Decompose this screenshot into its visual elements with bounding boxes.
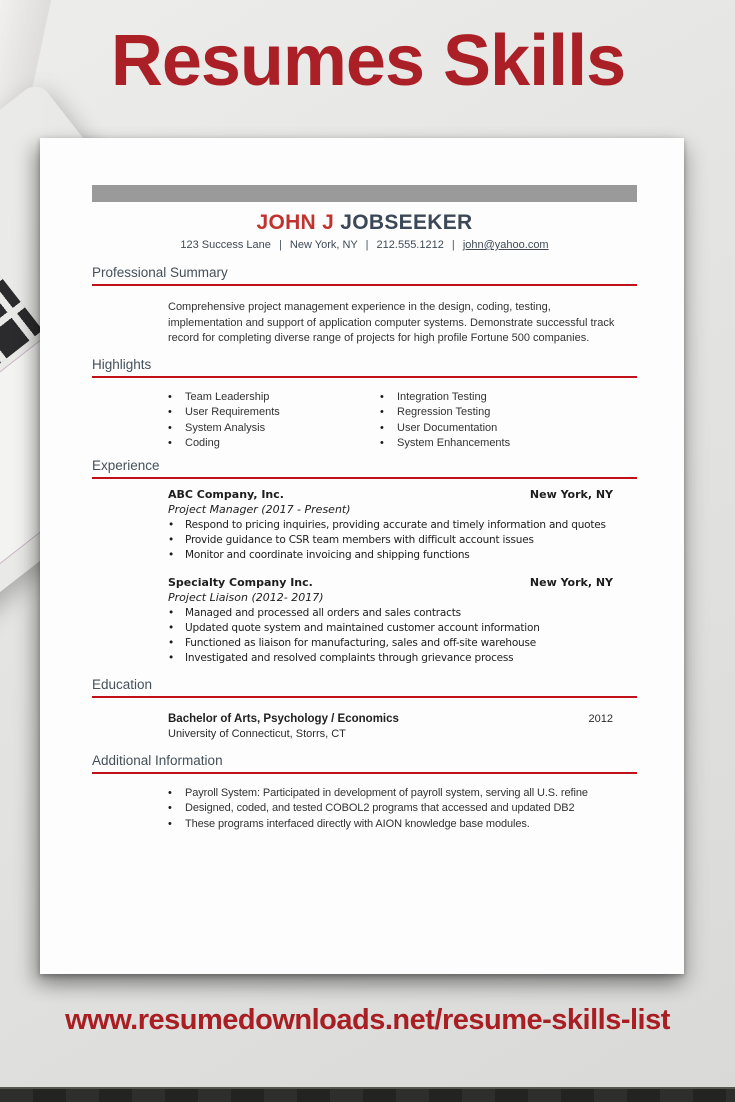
highlight-label: System Analysis xyxy=(185,421,266,434)
list-item xyxy=(380,436,637,452)
section-heading-highlights: Highlights xyxy=(92,357,637,378)
list-item xyxy=(168,518,637,533)
section-heading-additional-information: Additional Information xyxy=(92,753,637,774)
contact-line xyxy=(92,239,637,251)
list-item xyxy=(168,786,637,802)
bullet-icon: • xyxy=(168,548,174,561)
highlight-label: Regression Testing xyxy=(397,406,491,418)
job-bullet: Respond to pricing inquiries, providing accurate and timely information and quotes xyxy=(185,518,606,531)
highlight-label: User Documentation xyxy=(397,421,498,434)
highlights-right-column xyxy=(380,390,637,452)
list-item xyxy=(168,436,380,452)
bullet-icon: • xyxy=(380,406,384,418)
contact-separator: | xyxy=(451,239,455,251)
list-item xyxy=(380,421,637,437)
bullet-icon: • xyxy=(168,786,172,799)
contact-separator: | xyxy=(365,239,369,251)
company-name: Specialty Company Inc. xyxy=(168,575,313,589)
job-title: Project Manager (2017 - Present) xyxy=(168,502,351,516)
list-item xyxy=(168,636,637,651)
job-bullet: Investigated and resolved complaints through grievance process xyxy=(185,651,514,664)
highlight-label: User Requirements xyxy=(185,406,280,418)
job-bullet: Managed and processed all orders and sales contracts xyxy=(185,606,461,619)
bullet-icon: • xyxy=(168,390,172,403)
experience-entry xyxy=(168,576,637,666)
list-item xyxy=(168,651,637,666)
list-item xyxy=(168,390,380,406)
contact-separator: | xyxy=(278,239,282,251)
list-item xyxy=(168,621,637,636)
contact-phone: 212.555.1212 xyxy=(376,239,444,251)
highlights-left-column xyxy=(168,390,380,452)
degree-name: Bachelor of Arts, Psychology / Economics xyxy=(168,712,399,725)
bullet-icon: • xyxy=(168,606,174,619)
bullet-icon: • xyxy=(168,518,174,531)
additional-bullet: These programs interfaced directly with AION knowledge base modules. xyxy=(185,817,530,830)
experience-entry xyxy=(168,488,637,563)
job-bullet: Updated quote system and maintained customer account information xyxy=(185,621,540,634)
additional-bullet: Designed, coded, and tested COBOL2 programs that accessed and updated DB2 xyxy=(185,802,575,814)
professional-summary-text: Comprehensive project management experience in the design, coding, testing, implementation and support of application computer systems. Demonstrate successful track record for completing diverse range of projects for high profile Fortune 500 companies. xyxy=(168,301,615,344)
highlights-list xyxy=(168,390,637,452)
job-title: Project Liaison (2012- 2017) xyxy=(168,590,324,604)
list-item xyxy=(168,405,380,421)
section-heading-professional-summary: Professional Summary xyxy=(92,265,637,286)
list-item xyxy=(380,390,637,406)
graduation-year: 2012 xyxy=(588,712,613,725)
banner-title: Resumes Skills xyxy=(110,21,626,101)
resume-document xyxy=(40,138,684,974)
list-item xyxy=(168,606,637,621)
section-heading-experience: Experience xyxy=(92,458,637,479)
candidate-last-name: JOBSEEKER xyxy=(340,211,473,234)
company-location: New York, NY xyxy=(529,487,613,501)
bullet-icon: • xyxy=(168,817,172,830)
candidate-first-name: JOHN J xyxy=(256,211,335,234)
bullet-icon: • xyxy=(380,421,384,434)
company-location: New York, NY xyxy=(529,575,613,589)
highlight-label: System Enhancements xyxy=(397,437,511,449)
bullet-icon: • xyxy=(168,406,172,418)
company-name: ABC Company, Inc. xyxy=(168,487,284,501)
keyboard-edge-strip xyxy=(0,1087,735,1102)
bullet-icon: • xyxy=(168,636,174,649)
list-item xyxy=(168,533,637,548)
contact-city: New York, NY xyxy=(289,239,358,251)
school-name: University of Connecticut, Storrs, CT xyxy=(168,727,346,740)
education-entry xyxy=(168,713,637,740)
job-bullet-list xyxy=(168,606,637,666)
bullet-icon: • xyxy=(168,651,174,664)
bullet-icon: • xyxy=(168,533,174,546)
bullet-icon: • xyxy=(168,421,172,434)
additional-info-list xyxy=(168,786,637,833)
job-bullet: Functioned as liaison for manufacturing, sales and off-site warehouse xyxy=(185,636,537,649)
bullet-icon: • xyxy=(168,437,172,449)
job-bullet-list xyxy=(168,518,637,563)
list-item xyxy=(168,801,637,817)
email-link[interactable]: john@yahoo.com xyxy=(462,239,549,251)
list-item xyxy=(168,421,380,437)
list-item xyxy=(380,405,637,421)
bullet-icon: • xyxy=(380,390,384,403)
additional-bullet: Payroll System: Participated in development of payroll system, serving all U.S. refine xyxy=(185,786,588,799)
bullet-icon: • xyxy=(168,621,174,634)
highlight-label: Coding xyxy=(185,437,220,449)
bullet-icon: • xyxy=(168,802,172,814)
bullet-icon: • xyxy=(380,437,384,449)
highlight-label: Team Leadership xyxy=(185,390,270,403)
candidate-name xyxy=(92,211,637,235)
list-item xyxy=(168,817,637,833)
website-url-link[interactable]: www.resumedownloads.net/resume-skills-list xyxy=(65,1004,670,1036)
contact-address: 123 Success Lane xyxy=(180,239,271,251)
list-item xyxy=(168,548,637,563)
highlight-label: Integration Testing xyxy=(397,390,487,403)
job-bullet: Provide guidance to CSR team members with difficult account issues xyxy=(185,533,534,546)
section-heading-education: Education xyxy=(92,677,637,698)
job-bullet: Monitor and coordinate invoicing and shipping functions xyxy=(185,548,470,561)
header-gray-bar xyxy=(92,185,637,202)
